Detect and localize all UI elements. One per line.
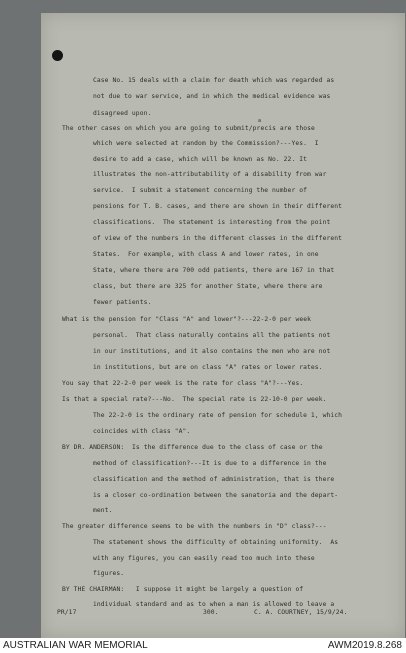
text-line: Is that a special rate?---No. The special rate is 22-10-0 per week. — [62, 396, 327, 403]
text-line: pensions for T. B. cases, and there are shown in their different — [93, 203, 343, 210]
text-line: is a closer co-ordination between the sanatoria and the depart- — [93, 492, 339, 499]
text-line: What is the pension for "Class "A" and lower"?---22-2-0 per week — [62, 316, 312, 323]
text-line: with any figures, you can easily read too much into these — [93, 555, 315, 562]
text-line: service. I submit a statement concerning the number of — [93, 187, 308, 194]
text-line: personal. That class naturally contains all the patients not — [93, 332, 331, 339]
text-line: method of classification?---It is due to a difference in the — [93, 460, 327, 467]
footer-accession-number: AWM2019.8.268 — [327, 640, 402, 651]
signature-date: C. A. COURTNEY, 15/9/24. — [254, 609, 348, 616]
text-line: not due to war service, and in which the medical evidence was — [93, 93, 331, 100]
text-line: BY THE CHAIRMAN: I suppose it might be largely a question of — [62, 586, 304, 593]
text-line: class, but there are 325 for another State, where there are — [93, 283, 323, 290]
footer-institution: AUSTRALIAN WAR MEMORIAL — [3, 640, 148, 651]
text-line: of view of the numbers in the different classes in the different — [93, 235, 343, 242]
text-line: disagreed upon. — [93, 110, 152, 117]
text-line: illustrates the non-attributability of a disability from war — [93, 171, 327, 178]
text-line: The 22-2-0 is the ordinary rate of pension for schedule 1, which — [93, 412, 343, 419]
text-line: You say that 22-2-0 per week is the rate for class "A"?---Yes. — [62, 380, 304, 387]
text-line: State, where there are 700 odd patients, there are 167 in that — [93, 267, 335, 274]
reference-code: PR/17 — [57, 609, 77, 616]
text-line: Case No. 15 deals with a claim for death which was regarded as — [93, 77, 335, 84]
caret-insertion: a — [258, 118, 262, 124]
text-line: figures. — [93, 570, 125, 577]
text-line: in our institutions, and it also contains the men who are not — [93, 348, 331, 355]
punch-hole — [52, 50, 63, 61]
text-line: The greater difference seems to be with the numbers in "D" class?--- — [62, 523, 327, 530]
text-line: The other cases on which you are going to submit/precis are those — [62, 125, 315, 132]
text-line: desire to add a case, which will be known as No. 22. It — [93, 156, 308, 163]
page-number: 300. — [203, 609, 219, 616]
text-line: The statement shows the difficulty of obtaining uniformity. As — [93, 539, 339, 546]
text-line: fewer patients. — [93, 299, 152, 306]
text-line: classifications. The statement is interesting from the point — [93, 219, 331, 226]
text-line: which were selected at random by the Commission?---Yes. I — [93, 140, 319, 147]
text-line: individual standard and as to when a man is allowed to leave a — [93, 601, 335, 608]
archive-footer — [0, 638, 406, 653]
text-line: coincides with class "A". — [93, 428, 191, 435]
text-line: in institutions, but are on class "A" rates or lower rates. — [93, 364, 323, 371]
text-line: States. For example, with class A and lower rates, in one — [93, 251, 319, 258]
text-line: classification and the method of administration, that is there — [93, 476, 335, 483]
text-line: ment. — [93, 507, 113, 514]
text-line: BY DR. ANDERSON: Is the difference due to the class of case or the — [62, 444, 323, 451]
